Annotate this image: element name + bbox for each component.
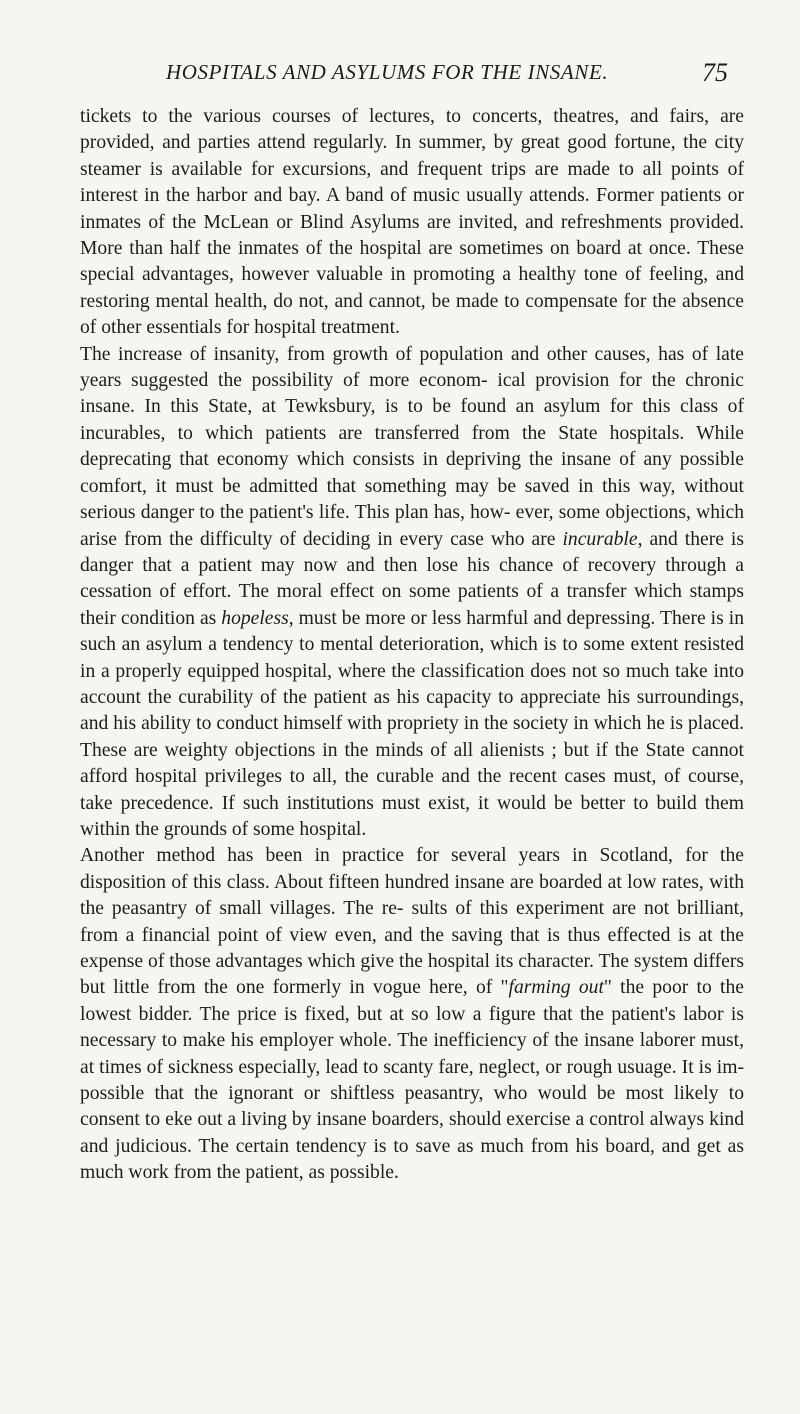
running-title: HOSPITALS AND ASYLUMS FOR THE INSANE.: [166, 60, 609, 84]
text-run: tickets to the various courses of lectures, to concerts, theatres, and fairs, are provided, and parties attend regularly. In summer, by great good fortune, the city steamer is available for excursions, and frequent trips are made to all points of interest in the harbor and bay. A band of music usually attends. Former patients or inmates of the McLean or Blind Asylums are invited, and refreshments provided. More than half the inmates of the hospital are sometimes on board at once. These special advantages, however valuable in promoting a healthy tone of feeling, and restoring mental health, do not, and cannot, be made to compensate for the absence of other essentials for hospital treatment.: [80, 106, 744, 339]
page-number: 75: [702, 58, 728, 87]
text-run: " the poor to the lowest bidder. The price is fixed, but at so low a figure that the patient's labor is necessary to make his employer whole. The inefficiency of the insane laborer must, at times of sickness especially, lead to scanty fare, neglect, or rough usuage. It is im- possible that the ignorant or shiftless peasantry, who would be most likely to consent to eke out a living by insane boarders, should exercise a control always kind and judicious. The certain tendency is to save as much from his board, and get as much work from the patient, as possible.: [80, 977, 744, 1184]
italic-text-run: hopeless: [221, 607, 289, 629]
text-run: Another method has been in practice for several years in Scotland, for the disposition of this class. About fifteen hundred insane are boarded at low rates, with the peasantry of small villages. The re- sults of this experiment are not brilliant, from a financial point of view even, and the saving that is thus effected is at the expense of those advantages which give the hospital its character. The system differs but little from the one formerly in vogue here, of ": [80, 845, 744, 999]
running-head: [0, 58, 800, 92]
paragraph-2: [80, 342, 744, 844]
body-text: [80, 104, 744, 1187]
italic-text-run: incurable: [562, 528, 638, 550]
text-run: , and there is danger that a patient may now and then lose his chance of recovery through a cessation of effort. The moral effect on some patients of a transfer which stamps their condition as: [80, 528, 744, 629]
text-run: The increase of insanity, from growth of population and other causes, has of late years suggested the possibility of more econom- ical provision for the chronic insane. In this State, at Tewksbury, is to be found an asylum for this class of incurables, to which patients are transferred from the State hospitals. While deprecating that economy which consists in depriving the insane of any possible comfort, it must be admitted that something may be saved in this way, without serious danger to the patient's life. This plan has, how- ever, some objections, which arise from the difficulty of deciding in every case who are: [80, 343, 744, 550]
italic-text-run: farming out: [508, 977, 604, 999]
text-run: , must be more or less harmful and depressing. There is in such an asylum a tendency to mental deterioration, which is to some extent resisted in a properly equipped hospital, where the classification does not so much take into account the curability of the patient as his capacity to appreciate his surroundings, and his ability to conduct himself with propriety in the society in which he is placed. These are weighty objections in the minds of all alienists ; but if the State cannot afford hospital privileges to all, the curable and the recent cases must, of course, take precedence. If such institutions must exist, it would be better to build them within the grounds of some hospital.: [80, 607, 744, 840]
paragraph-1: [80, 104, 744, 342]
paragraph-3: [80, 843, 744, 1186]
